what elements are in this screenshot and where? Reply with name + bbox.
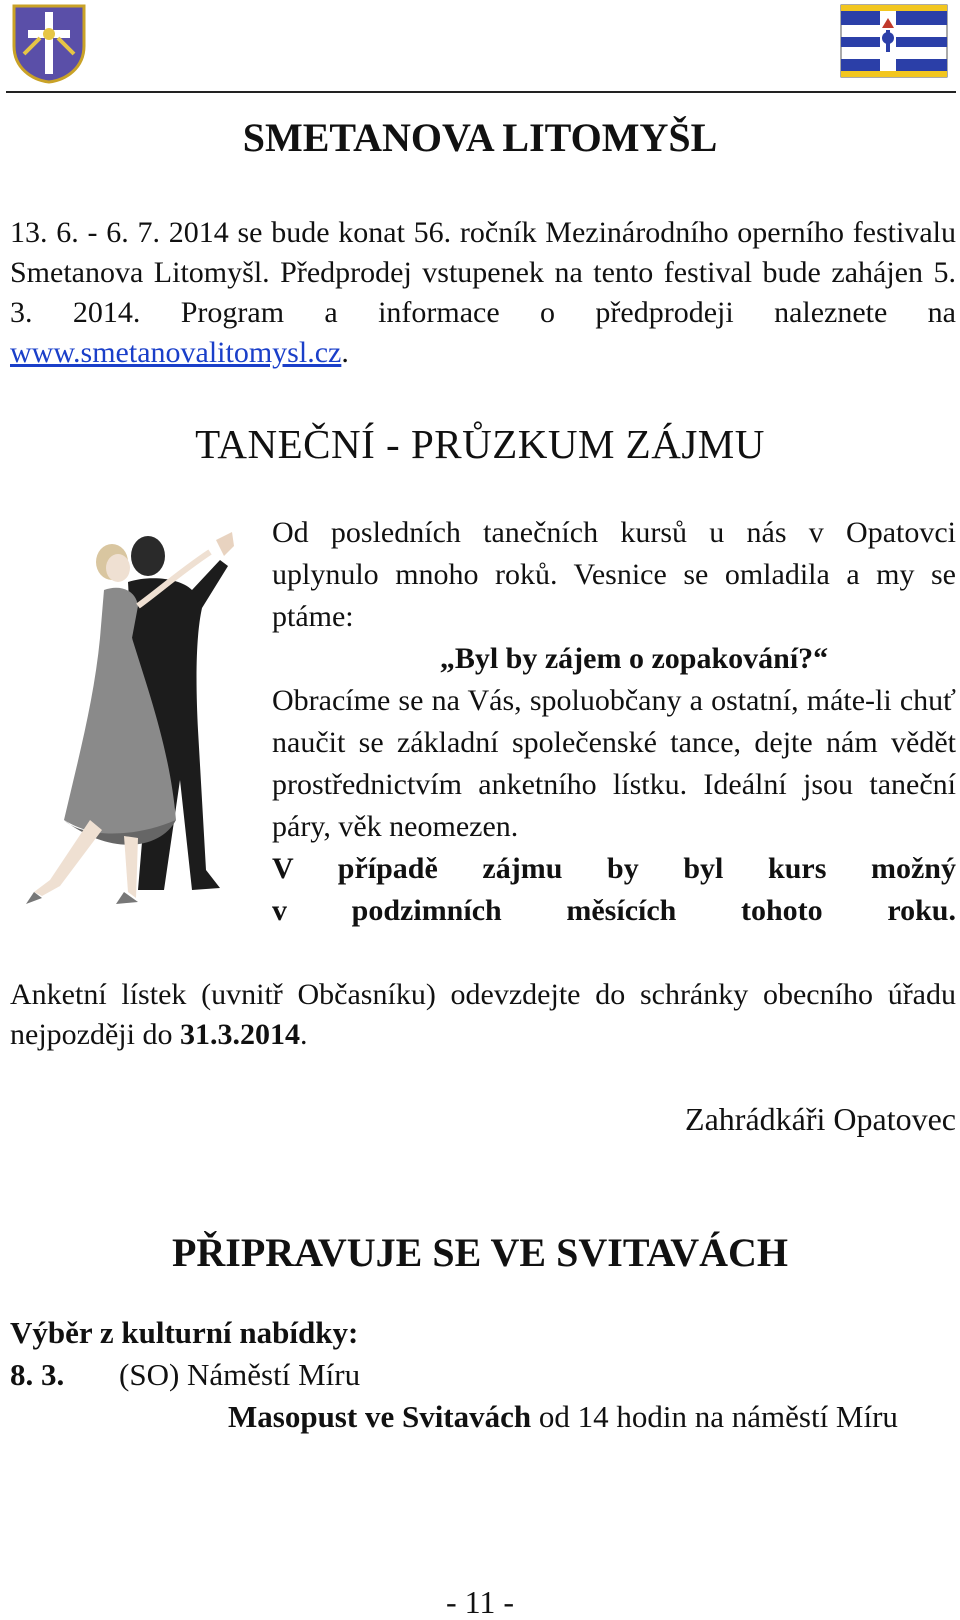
municipal-crest-icon <box>10 2 88 84</box>
page-number: - 11 - <box>445 1584 515 1620</box>
section-title-tanecni: TANEČNÍ - PRŮZKUM ZÁJMU <box>195 421 765 467</box>
anketa-text: Anketní lístek (uvnitř Občasníku) odevzdejte do schránky obecního úřadu nejpozději do <box>10 978 956 1051</box>
anketa-date: 31.3.2014 <box>179 1018 300 1051</box>
anketa-paragraph <box>10 975 956 1055</box>
tanecni-text-column <box>272 512 956 932</box>
tanecni-question: „Byl by zájem o zopakování?“ <box>439 642 829 675</box>
tanecni-intro: Od posledních tanečních kursů u nás v Opatovci uplynulo mnoho roků. Vesnice se omladila a my se ptáme: <box>272 516 956 633</box>
festival-link[interactable]: www.smetanovalitomysl.cz <box>10 336 342 369</box>
dancing-couple-icon <box>20 520 250 930</box>
tanecni-bold-line-1: V případě zájmu by byl kurs možný <box>272 852 956 885</box>
festival-text: 13. 6. - 6. 7. 2014 se bude konat 56. ročník Mezinárodního operního festivalu Smetanova Litomyšl. Předprodej vstupenek na tento festival bude zahájen 5. 3. 2014. Program a informace o předprodeji naleznete na <box>10 216 956 329</box>
signature: Zahrádkáři Opatovec <box>685 1101 956 1137</box>
festival-paragraph <box>10 213 956 373</box>
event-detail: od 14 hodin na náměstí Míru <box>531 1399 898 1434</box>
tanecni-bold-line-2: v podzimních měsících tohoto roku. <box>272 894 956 927</box>
event-description <box>228 1396 948 1438</box>
event-date: 8. 3. <box>10 1357 65 1392</box>
event-venue: (SO) Náměstí Míru <box>119 1357 361 1392</box>
anketa-end: . <box>299 1018 308 1051</box>
tanecni-appeal: Obracíme se na Vás, spoluobčany a ostatní, máte-li chuť naučit se základní společenské tance, dejte nám vědět prostřednictvím anketního lístku. Ideální jsou taneční páry, věk neomezen. <box>272 684 956 843</box>
municipal-flag-icon <box>840 4 948 78</box>
section-title-svitavy: PŘIPRAVUJE SE VE SVITAVÁCH <box>171 1230 789 1275</box>
festival-text-end: . <box>341 336 349 369</box>
culture-subtitle: Výběr z kulturní nabídky: <box>10 1315 359 1350</box>
header-divider <box>6 91 956 93</box>
event-name: Masopust ve Svitavách <box>228 1399 532 1434</box>
section-title-smetanova: SMETANOVA LITOMYŠL <box>242 115 718 160</box>
